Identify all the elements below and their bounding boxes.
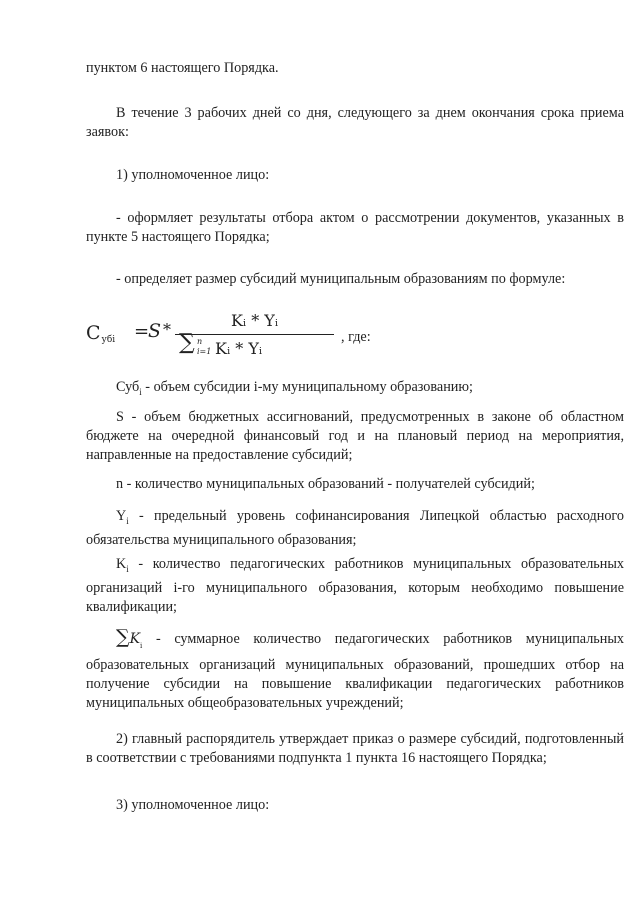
- paragraph-continuation: пунктом 6 настоящего Порядка.: [86, 60, 279, 76]
- fraction-bar: [175, 334, 334, 335]
- paragraph-s-def: S - объем бюджетных ассигнований, предусмотренных в законе об областном бюджете на очередной финансовый год и на плановый период на мероприятия, направленные на предоставление субсидий;: [86, 409, 624, 463]
- subsidy-formula: [86, 308, 446, 364]
- paragraph-sub-def: Суб$_i$ - объем субсидии i-му муниципальному образованию;: [116, 379, 473, 397]
- paragraph-sum-k-def: $\sum K_i$ - суммарное количество педагогических работников муниципальных образовательных организаций муниципальных образований, прошедших отбор на получение субсидии на повышение квалификации педагогических работников муниципальных общеобразовательных учреждений;: [86, 626, 624, 711]
- formula-s: S: [148, 320, 162, 342]
- formula-numerator: Kᵢ * Yᵢ: [230, 311, 279, 330]
- paragraph-item-1: 1) уполномоченное лицо:: [116, 167, 270, 183]
- paragraph-k-def: $K_i$ - количество педагогических работников муниципальных образовательных организаций i-го муниципального образования, которым необходимо повышение квалификации;: [86, 556, 624, 615]
- formula-suffix: , где:: [341, 329, 371, 345]
- formula-equals: =: [134, 321, 150, 342]
- sum-limits: n i=1: [197, 337, 212, 356]
- paragraph-y-def: $Y_i$ - предельный уровень софинансирования Липецкой областью расходного обязательства муниципального образования;: [86, 508, 624, 548]
- paragraph-n-def: n - количество муниципальных образований - получателей субсидий;: [116, 476, 535, 492]
- sum-k-symbol: $\sum K_i$: [116, 626, 143, 650]
- formula-fraction: [173, 311, 336, 367]
- paragraph-act: - оформляет результаты отбора актом о рассмотрении документов, указанных в пункте 5 настоящего Порядка;: [86, 210, 624, 245]
- denominator-terms: Kᵢ * Yᵢ: [215, 339, 263, 358]
- paragraph-item-3: 3) уполномоченное лицо:: [116, 797, 270, 813]
- sigma-symbol: ∑: [179, 330, 195, 355]
- formula-lhs: $С_{убi}$: [86, 322, 116, 345]
- paragraph-deadline: В течение 3 рабочих дней со дня, следующего за днем окончания срока приема заявок:: [86, 105, 624, 140]
- paragraph-formula-intro: - определяет размер субсидий муниципальным образованиям по формуле:: [116, 271, 566, 287]
- formula-multiply: *: [163, 320, 171, 339]
- paragraph-item-2: 2) главный распорядитель утверждает приказ о размере субсидий, подготовленный в соответствии с требованиями подпункта 1 пункта 16 настоящего Порядка;: [86, 731, 624, 766]
